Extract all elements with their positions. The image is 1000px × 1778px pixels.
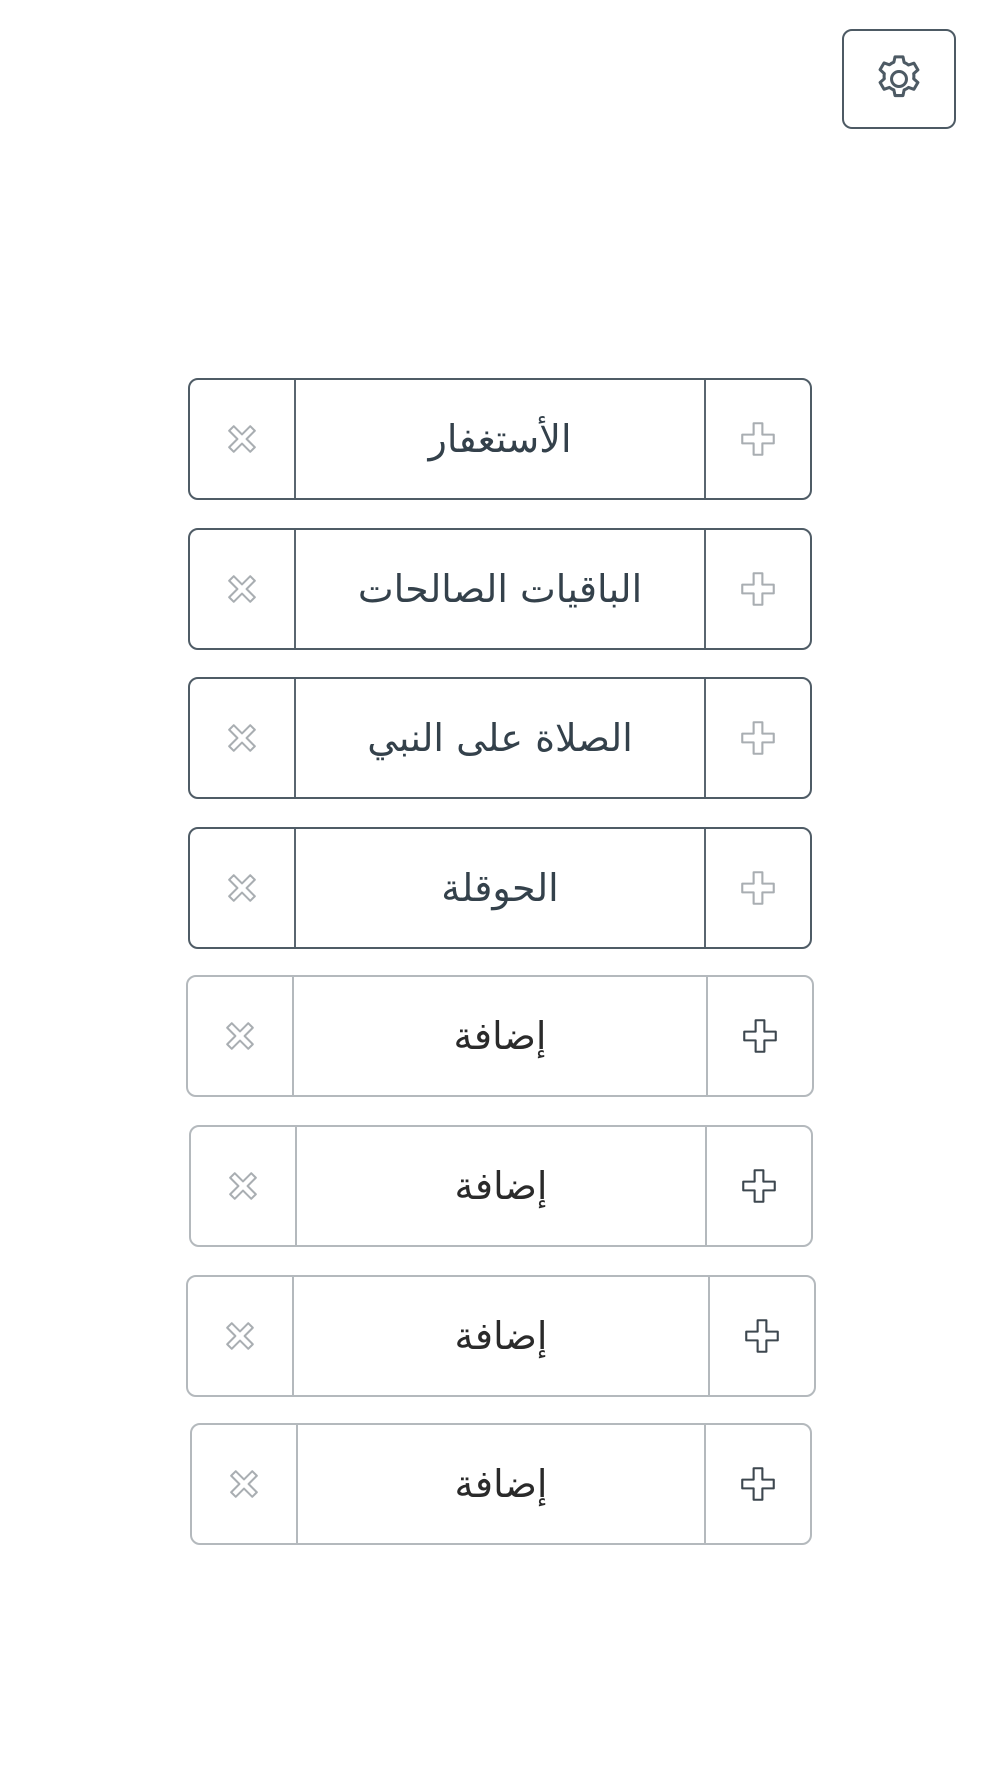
dhikr-row-empty	[186, 975, 814, 1097]
plus-icon	[737, 717, 779, 759]
plus-icon	[739, 1015, 781, 1057]
dhikr-row	[188, 528, 812, 650]
plus-icon	[737, 1463, 779, 1505]
close-icon	[222, 1462, 266, 1506]
dhikr-label[interactable]: الحوقلة	[441, 866, 559, 910]
remove-button[interactable]	[188, 1277, 294, 1395]
dhikr-row-empty	[190, 1423, 812, 1545]
remove-button[interactable]	[190, 829, 296, 947]
dhikr-row-empty	[186, 1275, 816, 1397]
add-label[interactable]: إضافة	[453, 1014, 547, 1058]
close-icon	[220, 417, 264, 461]
close-icon	[218, 1314, 262, 1358]
add-button[interactable]	[704, 829, 810, 947]
plus-icon	[737, 867, 779, 909]
close-icon	[220, 567, 264, 611]
remove-button[interactable]	[190, 380, 296, 498]
dhikr-row	[188, 677, 812, 799]
plus-icon	[737, 418, 779, 460]
add-button[interactable]	[706, 977, 812, 1095]
add-button[interactable]	[704, 1425, 810, 1543]
remove-button[interactable]	[191, 1127, 297, 1245]
add-label[interactable]: إضافة	[454, 1314, 548, 1358]
dhikr-label[interactable]: الأستغفار	[428, 417, 572, 461]
add-button[interactable]	[704, 380, 810, 498]
plus-icon	[738, 1165, 780, 1207]
add-button[interactable]	[704, 530, 810, 648]
plus-icon	[741, 1315, 783, 1357]
close-icon	[221, 1164, 265, 1208]
dhikr-row	[188, 378, 812, 500]
add-button[interactable]	[704, 679, 810, 797]
remove-button[interactable]	[188, 977, 294, 1095]
close-icon	[220, 866, 264, 910]
remove-button[interactable]	[192, 1425, 298, 1543]
add-label[interactable]: إضافة	[454, 1164, 548, 1208]
remove-button[interactable]	[190, 679, 296, 797]
remove-button[interactable]	[190, 530, 296, 648]
dhikr-row	[188, 827, 812, 949]
plus-icon	[737, 568, 779, 610]
close-icon	[218, 1014, 262, 1058]
add-button[interactable]	[705, 1127, 811, 1245]
dhikr-label[interactable]: الصلاة على النبي	[367, 716, 633, 760]
close-icon	[220, 716, 264, 760]
add-label[interactable]: إضافة	[454, 1462, 548, 1506]
dhikr-row-empty	[189, 1125, 813, 1247]
add-button[interactable]	[708, 1277, 814, 1395]
dhikr-label[interactable]: الباقيات الصالحات	[357, 567, 643, 611]
